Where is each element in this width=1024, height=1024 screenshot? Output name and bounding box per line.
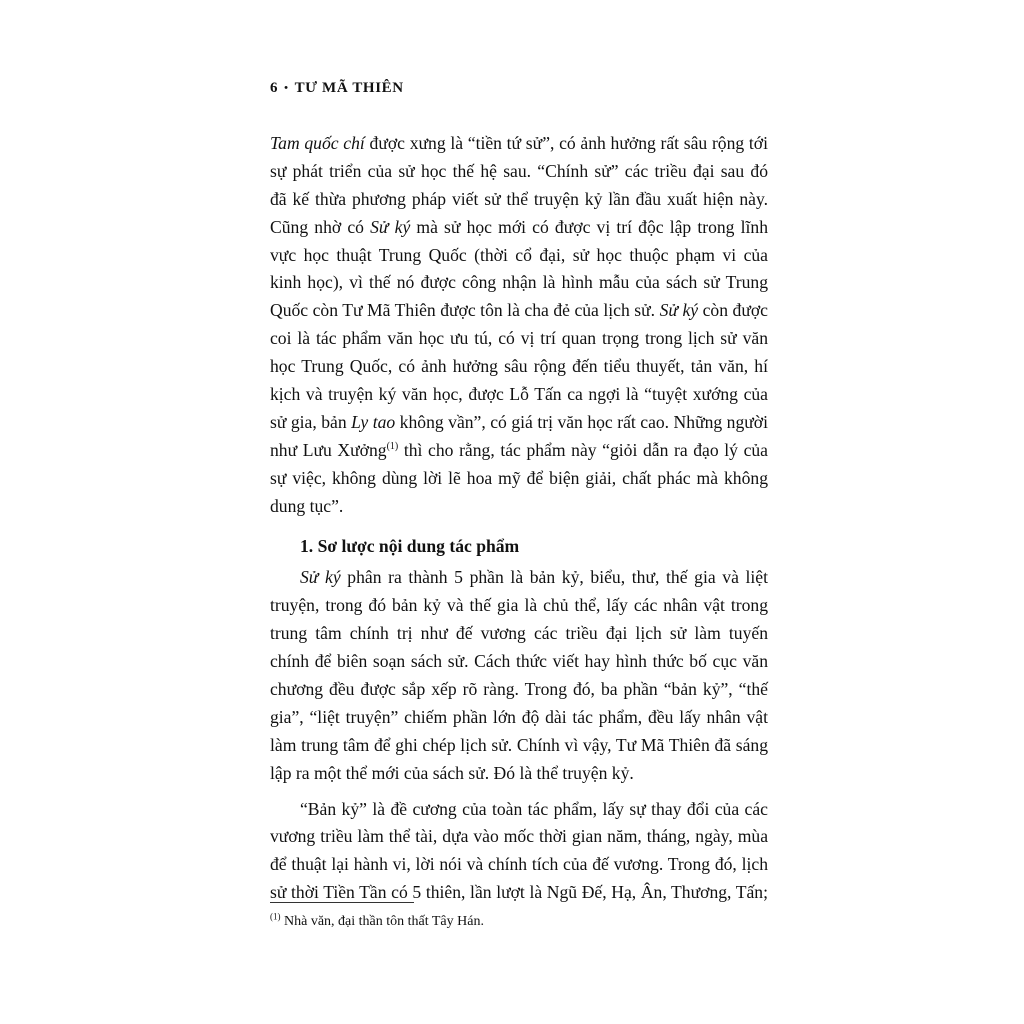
text-line: vương triều làm thể tài, dựa vào mốc thời gian năm, tháng, ngày, mùa <box>270 826 768 847</box>
text-line: lập ra một thể mới của sách sử. Đó là thể truyện kỷ. <box>270 762 634 783</box>
text-line: sự phát triển của sử học thế hệ sau. “Chính sử” các triều đại sau đó <box>270 160 768 181</box>
text-line: truyện, trong đó bản kỷ và thế gia là chủ thể, lấy các nhân vật trong <box>270 595 768 616</box>
text-line: sự việc, không dùng lời lẽ hoa mỹ để biện giải, chất phác mà không <box>270 467 768 488</box>
text-line: kịch và truyện ký văn học, được Lỗ Tấn ca ngợi là “tuyệt xướng của <box>270 384 768 405</box>
text-line: vực học thuật Trung Quốc (thời cổ đại, sử học thuộc phạm vi của <box>270 244 768 265</box>
text-line: sử thời Tiền Tần có 5 thiên, lần lượt là Ngũ Đế, Hạ, Ân, Thương, Tấn; <box>270 882 768 903</box>
section-heading: 1. Sơ lược nội dung tác phẩm <box>300 536 520 557</box>
text-line: trung tâm chính trị như đế vương các triều đại lịch sử làm tuyến <box>270 623 768 644</box>
footnote <box>270 911 484 930</box>
text-line: làm trung tâm để ghi chép lịch sử. Chính vì vậy, Tư Mã Thiên đã sáng <box>270 734 768 755</box>
text-line: đã kế thừa phương pháp viết sử thể truyện kỷ lần đầu xuất hiện này. <box>270 188 768 209</box>
footnote-reference[interactable]: (1) <box>386 440 399 452</box>
text-line: “Bản kỷ” là đề cương của toàn tác phẩm, lấy sự thay đổi của các <box>300 798 768 819</box>
text-line: chương đều được sắp xếp rõ ràng. Trong đó, ba phần “bản kỷ”, “thế <box>270 679 768 700</box>
text-line: Cũng nhờ có Sử ký mà sử học mới có được vị trí độc lập trong lĩnh <box>270 216 769 237</box>
text-line: dung tục”. <box>270 495 344 516</box>
text-line: để thuật lại hành vi, lời nói và chính tích của đế vương. Trong đó, lịch <box>270 854 768 875</box>
paragraph-gap <box>270 788 768 796</box>
page-number: 6 <box>270 80 279 96</box>
header-separator: • <box>284 82 289 94</box>
book-title: TƯ MÃ THIÊN <box>294 80 404 96</box>
text-line: Tam quốc chí được xưng là “tiền tứ sử”, có ảnh hưởng rất sâu rộng tới <box>270 133 768 153</box>
text-line: gia”, “liệt truyện” chiếm phần lớn độ dài tác phẩm, đều lấy nhân vật <box>270 706 768 727</box>
footnote-text: Nhà văn, đại thần tôn thất Tây Hán. <box>280 914 484 929</box>
footnote-marker: (1) <box>270 911 281 922</box>
text-line: Quốc còn Tư Mã Thiên được tôn là cha đẻ của lịch sử. Sử ký còn được <box>270 300 768 321</box>
text-line: kinh học), vì thế nó được công nhận là hình mẫu của sách sử Trung <box>270 272 768 293</box>
text-line: Sử ký phân ra thành 5 phần là bản kỷ, biểu, thư, thế gia và liệt <box>300 567 768 588</box>
text-line: coi là tác phẩm văn học ưu tú, có vị trí quan trọng trong lịch sử văn <box>270 328 768 349</box>
text-line: chính để biên soạn sách sử. Cách thức viết hay hình thức bố cục văn <box>270 651 768 672</box>
text-line: học Trung Quốc, có ảnh hưởng sâu rộng đến tiểu thuyết, tản văn, hí <box>270 356 768 377</box>
running-header <box>270 80 404 97</box>
text-line: sử gia, bản Ly tao không vần”, có giá trị văn học rất cao. Những người <box>270 411 769 432</box>
footnote-divider <box>270 902 414 903</box>
text-line: như Lưu Xưởng$^{(1)}$ thì cho rằng, tác phẩm này “giỏi dẫn ra đạo lý của <box>270 439 768 460</box>
body-text <box>270 130 768 907</box>
